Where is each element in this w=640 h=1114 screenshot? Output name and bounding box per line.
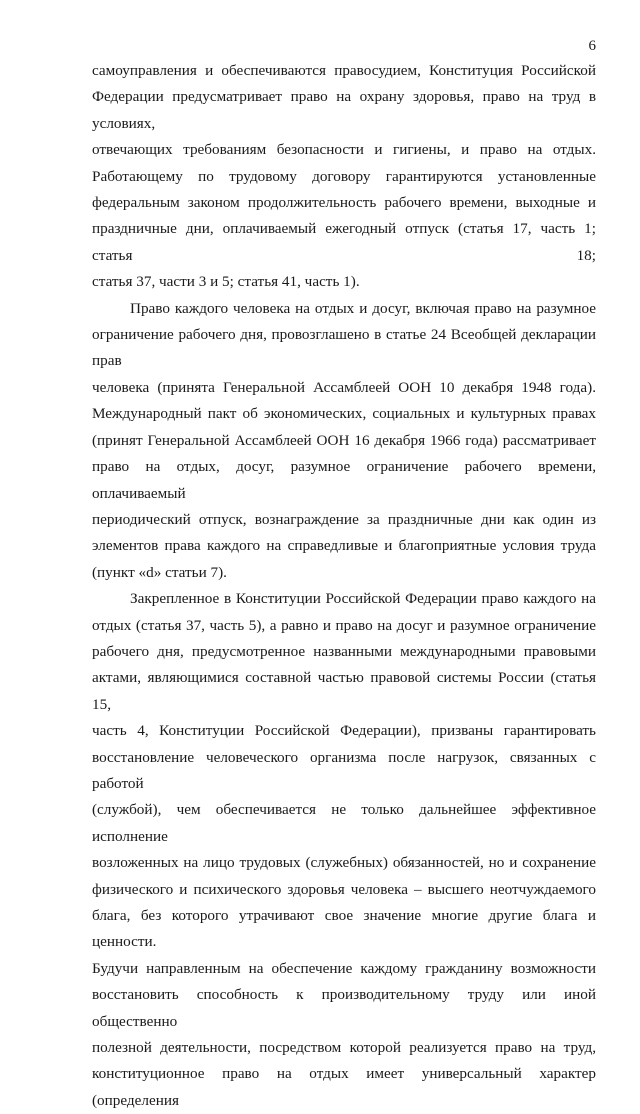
text-line: полезной деятельности, посредством которой реализуется право на труд, [92, 1039, 596, 1057]
text-line: ограничение рабочего дня, провозглашено в статье 24 Всеобщей декларации прав [92, 326, 596, 370]
text-line: блага, без которого утрачивают свое значение многие другие блага и ценности. [92, 907, 596, 951]
text-line: человека (принята Генеральной Ассамблеей ООН 10 декабря 1948 года). [92, 378, 596, 396]
text-line: часть 4, Конституции Российской Федерации), призваны гарантировать [92, 722, 596, 740]
text-line: периодический отпуск, вознаграждение за праздничные дни как один из [92, 510, 596, 528]
text-line: рабочего дня, предусмотренное названными международными правовыми [92, 642, 596, 660]
text-line: (пункт «d» статьи 7). [92, 563, 227, 581]
text-line: право на отдых, досуг, разумное ограничение рабочего времени, оплачиваемый [92, 458, 596, 502]
paragraph-2 [92, 296, 596, 586]
text-line: статья 37, части 3 и 5; статья 41, часть 1). [92, 273, 360, 291]
text-line: Право каждого человека на отдых и досуг, включая право на разумное [130, 299, 596, 317]
text-line: Федерации предусматривает право на охрану здоровья, право на труд в условиях, [92, 88, 596, 132]
text-line: восстановление человеческого организма после нагрузок, связанных с работой [92, 748, 596, 792]
text-line: праздничные дни, оплачиваемый ежегодный отпуск (статья 17, часть 1; статья 18; [92, 220, 596, 264]
text-line: отвечающих требованиям безопасности и гигиены, и право на отдых. [92, 141, 596, 159]
text-line: самоуправления и обеспечиваются правосудием, Конституция Российской [92, 62, 596, 79]
text-line: Закрепленное в Конституции Российской Федерации право каждого на [130, 590, 596, 608]
text-line: возложенных на лицо трудовых (служебных) обязанностей, но и сохранение [92, 854, 596, 872]
text-line: (службой), чем обеспечивается не только дальнейшее эффективное исполнение [92, 801, 596, 845]
document-body [92, 58, 596, 1114]
text-line: актами, являющимися составной частью правовой системы России (статья 15, [92, 669, 596, 713]
text-line: элементов права каждого на справедливые и благоприятные условия труда [92, 537, 596, 555]
paragraph-3 [92, 586, 596, 1114]
text-line: Международный пакт об экономических, социальных и культурных правах [92, 405, 596, 423]
page-number: 6 [588, 38, 596, 54]
text-line: восстановить способность к производительному труду или иной общественно [92, 986, 596, 1030]
text-line: отдых (статья 37, часть 5), а равно и право на досуг и разумное ограничение [92, 616, 596, 634]
text-line: федеральным законом продолжительность рабочего времени, выходные и [92, 194, 596, 212]
text-line: Будучи направленным на обеспечение каждому гражданину возможности [92, 959, 596, 977]
paragraph-1 [92, 58, 596, 296]
text-line: Работающему по трудовому договору гарантируются установленные [92, 167, 596, 185]
text-line: (принят Генеральной Ассамблеей ООН 16 декабря 1966 года) рассматривает [92, 431, 596, 449]
text-line: конституционное право на отдых имеет универсальный характер (определения [92, 1065, 596, 1109]
text-line: физического и психического здоровья человека – высшего неотчуждаемого [92, 880, 596, 898]
